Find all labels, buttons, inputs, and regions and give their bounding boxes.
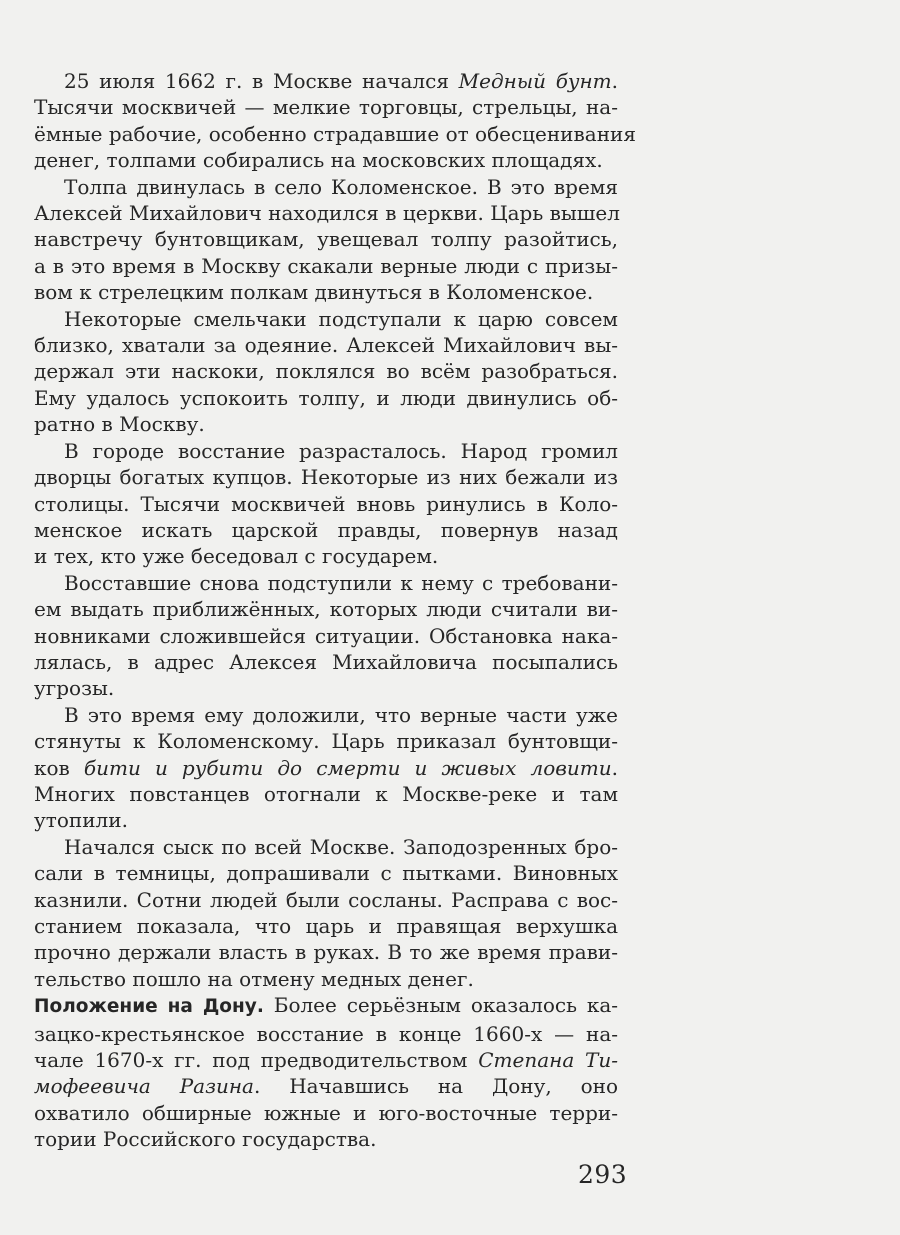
text-line xyxy=(34,939,618,965)
text-segment: столицы. Тысячи москвичей вновь ринулись в Коло- xyxy=(34,491,618,516)
text-line xyxy=(34,1021,618,1047)
page-number: 293 xyxy=(578,1160,628,1189)
section-paragraph xyxy=(34,992,618,1152)
text-segment: лялась, в адрес Алексея Михайловича посыпались xyxy=(34,649,618,674)
italic-text: Степана Ти- xyxy=(478,1048,618,1073)
paragraph xyxy=(34,306,618,438)
text-line xyxy=(34,174,618,200)
text-segment: Тысячи москвичей — мелкие торговцы, стрельцы, на- xyxy=(34,95,618,120)
text-line xyxy=(34,306,618,332)
text-segment: В это время ему доложили, что верные части уже xyxy=(64,702,618,727)
text-segment: Алексей Михайлович находился в церкви. Царь вышел xyxy=(34,201,620,226)
text-segment: менское искать царской правды, повернув назад xyxy=(34,517,618,542)
text-segment: . xyxy=(611,755,618,780)
text-segment: навстречу бунтовщикам, увещевал толпу разойтись, xyxy=(34,227,618,252)
text-line xyxy=(34,596,618,622)
text-segment: утопили. xyxy=(34,808,128,833)
text-line xyxy=(34,147,618,173)
text-segment: тельство пошло на отмену медных денег. xyxy=(34,966,474,991)
text-line xyxy=(34,913,618,939)
text-line xyxy=(34,992,618,1020)
text-line xyxy=(34,332,618,358)
text-line xyxy=(34,966,618,992)
text-segment: Начался сыск по всей Москве. Заподозренных бро- xyxy=(64,834,618,859)
text-line xyxy=(34,543,618,569)
text-line xyxy=(34,94,618,120)
text-line xyxy=(34,226,618,252)
paragraph xyxy=(34,702,618,834)
text-segment: станием показала, что царь и правящая верхушка xyxy=(34,914,618,938)
text-line xyxy=(34,1126,618,1152)
text-segment: Некоторые смельчаки подступали к царю совсем xyxy=(64,306,618,331)
text-segment: новниками сложившейся ситуации. Обстановка нака- xyxy=(34,623,618,648)
text-line xyxy=(34,491,618,517)
text-segment: чале 1670-х гг. под предводительством xyxy=(34,1048,479,1073)
text-line xyxy=(34,200,618,226)
text-segment: . Начавшись на Дону, оно xyxy=(253,1074,618,1099)
text-line xyxy=(34,385,618,411)
text-line xyxy=(34,411,618,437)
text-line xyxy=(34,887,618,913)
paragraph xyxy=(34,570,618,702)
text-segment: вом к стрелецким полкам двинуться в Коломенское. xyxy=(34,280,594,305)
text-line xyxy=(34,1100,618,1126)
paragraph xyxy=(34,68,636,174)
text-line xyxy=(34,121,636,147)
text-line xyxy=(34,438,618,464)
text-segment: 25 июля 1662 г. в Москве начался xyxy=(64,69,459,93)
text-segment: стянуты к Коломенскому. Царь приказал бунтовщи- xyxy=(34,729,618,754)
text-segment: денег, толпами собирались на московских площадях. xyxy=(34,148,603,173)
text-segment: ков xyxy=(34,755,84,780)
text-segment: казнили. Сотни людей были сосланы. Расправа с вос- xyxy=(34,887,618,912)
text-segment: зацко-крестьянское восстание в конце 1660-х — на- xyxy=(34,1021,618,1046)
text-segment: Многих повстанцев отогнали к Москве-реке и там xyxy=(34,781,618,806)
text-segment: ем выдать приближённых, которых люди считали ви- xyxy=(34,597,618,622)
text-segment: близко, хватали за одеяние. Алексей Михайлович вы- xyxy=(34,333,618,358)
text-line xyxy=(34,623,618,649)
text-line xyxy=(34,649,618,675)
body-text xyxy=(34,68,636,1153)
text-line xyxy=(34,253,618,279)
italic-text: мофеевича Разина xyxy=(34,1074,254,1099)
text-segment: держал эти наскоки, поклялся во всём разобраться. xyxy=(34,359,618,384)
text-segment: охватило обширные южные и юго-восточные терри- xyxy=(34,1100,618,1125)
paragraph xyxy=(34,174,618,306)
text-line xyxy=(34,807,618,833)
text-line xyxy=(34,860,618,886)
text-segment: прочно держали власть в руках. В то же время прави- xyxy=(34,940,618,965)
text-segment: сали в темницы, допрашивали с пытками. Виновных xyxy=(34,861,618,886)
text-segment: ёмные рабочие, особенно страдавшие от обесценивания xyxy=(34,121,636,146)
text-line xyxy=(34,675,618,701)
section-heading: Положение на Дону. xyxy=(34,996,264,1018)
text-segment: и тех, кто уже беседовал с государем. xyxy=(34,544,439,569)
paragraph xyxy=(34,834,618,992)
text-line xyxy=(34,1047,618,1073)
text-line xyxy=(34,570,618,596)
text-segment: дворцы богатых купцов. Некоторые из них бежали из xyxy=(34,465,618,490)
text-line xyxy=(34,781,618,807)
text-line xyxy=(34,702,618,728)
text-segment: Ему удалось успокоить толпу, и люди двинулись об- xyxy=(34,385,618,410)
text-line xyxy=(34,834,618,860)
text-line xyxy=(34,517,618,543)
italic-text: бити и рубити до смерти и живых ловити xyxy=(83,755,612,780)
italic-text: Медный бунт xyxy=(458,69,612,93)
text-line xyxy=(34,279,618,305)
text-line xyxy=(34,464,618,490)
text-segment: Восставшие снова подступили к нему с требовани- xyxy=(64,570,618,595)
text-segment: В городе восстание разрасталось. Народ громил xyxy=(64,438,618,463)
text-segment: Толпа двинулась в село Коломенское. В это время xyxy=(64,174,618,199)
text-segment: тории Российского государства. xyxy=(34,1127,377,1152)
text-segment: угрозы. xyxy=(34,676,115,701)
text-segment: Более серьёзным оказалось ка- xyxy=(263,993,618,1018)
text-segment: а в это время в Москву скакали верные люди с призы- xyxy=(34,253,618,278)
text-line xyxy=(34,755,618,781)
text-line xyxy=(34,1073,618,1099)
text-segment: . xyxy=(611,69,618,93)
paragraph xyxy=(34,438,618,570)
text-line xyxy=(34,728,618,754)
text-line xyxy=(34,358,618,384)
text-line xyxy=(34,68,618,94)
text-segment: ратно в Москву. xyxy=(34,412,205,437)
